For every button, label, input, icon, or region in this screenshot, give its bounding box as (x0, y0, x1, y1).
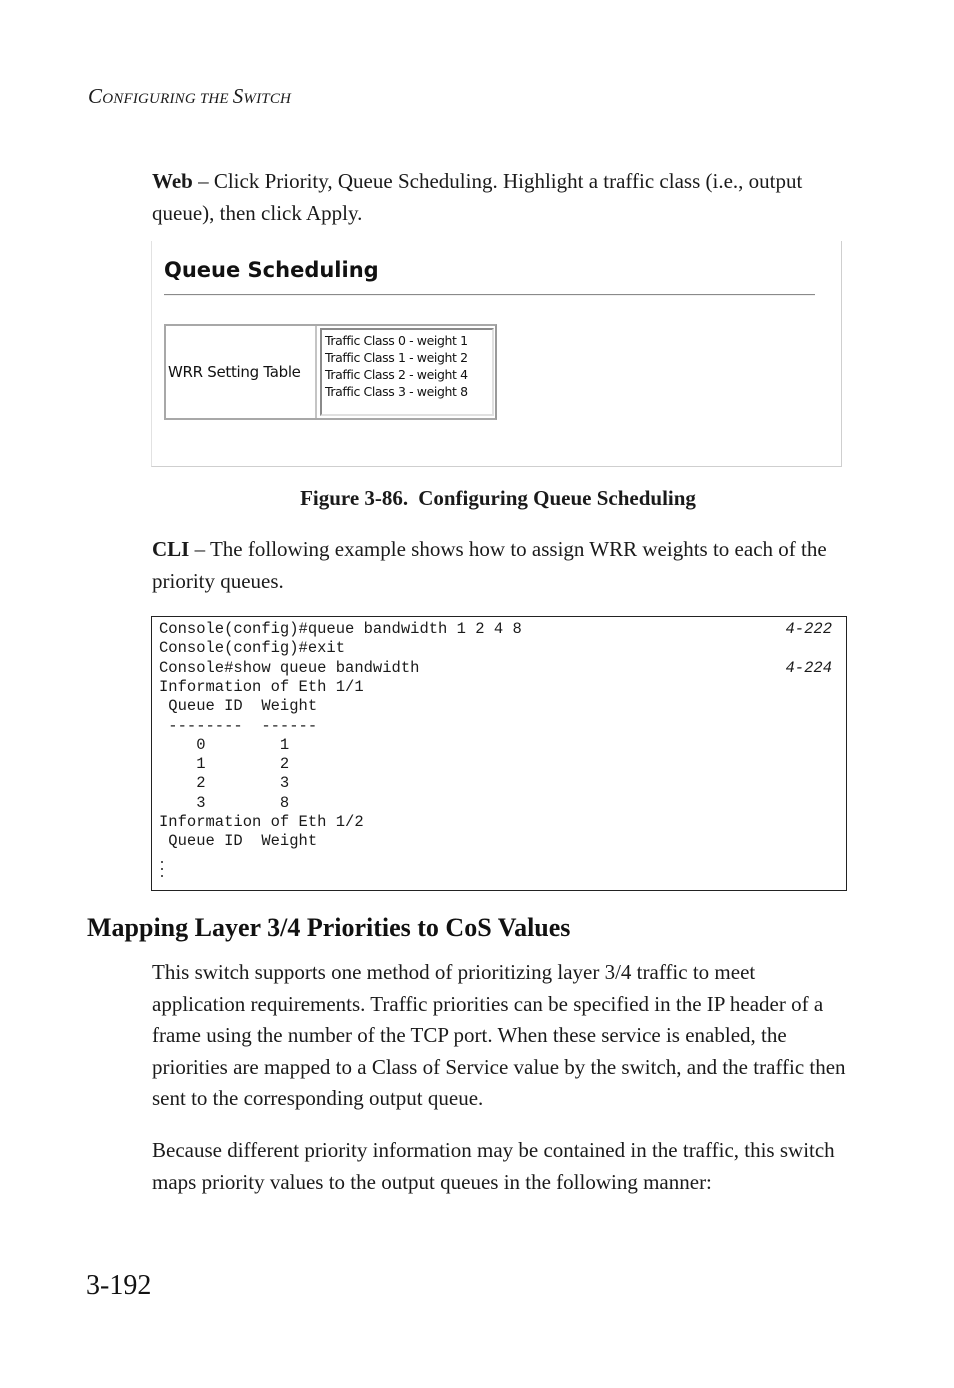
web-label: Web (152, 169, 193, 193)
running-header-cap1: C (88, 84, 103, 108)
cli-example-box (151, 616, 847, 891)
figure-title: Configuring Queue Scheduling (418, 486, 696, 510)
cli-line: Console(config)#exit (159, 639, 346, 657)
traffic-class-option[interactable]: Traffic Class 0 - weight 1 (325, 333, 468, 348)
running-header (88, 84, 291, 109)
cli-line: 3 8 (159, 794, 290, 812)
cli-line: Console#show queue bandwidth (159, 659, 420, 677)
running-header-rest2: WITCH (243, 91, 292, 107)
wrr-setting-table (164, 324, 497, 420)
traffic-class-option[interactable]: Traffic Class 2 - weight 4 (325, 367, 468, 382)
running-header-cap2: S (232, 84, 244, 108)
body-paragraph: This switch supports one method of prioritizing layer 3/4 traffic to meet application requirements. Traffic priorities can be specified in the IP header of a frame using the number of the TCP port. When these service is enabled, the priorities are mapped to a Class of Service value by the switch, and the traffic then sent to the corresponding output queue. (152, 960, 846, 1110)
cli-line: Queue ID Weight (159, 697, 318, 715)
web-instructions (152, 166, 852, 229)
cli-line: Information of Eth 1/2 (159, 813, 364, 831)
wrr-setting-label: WRR Setting Table (166, 326, 317, 418)
cli-page-reference: 4-222 (785, 620, 832, 638)
cli-page-reference: 4-224 (785, 659, 832, 677)
figure-caption (0, 486, 954, 511)
traffic-class-option[interactable]: Traffic Class 1 - weight 2 (325, 350, 468, 365)
web-instructions-text: – Click Priority, Queue Scheduling. Highlight a traffic class (i.e., output queue), then click Apply. (152, 169, 803, 225)
cli-line: 2 3 (159, 774, 290, 792)
page-number: 3-192 (86, 1270, 152, 1301)
title-divider (164, 294, 815, 296)
panel-title: Queue Scheduling (164, 258, 379, 282)
cli-instructions (152, 534, 852, 597)
cli-line: Queue ID Weight (159, 832, 318, 850)
cli-line: Information of Eth 1/1 (159, 678, 364, 696)
cli-line: 0 1 (159, 736, 290, 754)
running-header-rest1: ONFIGURING THE (102, 91, 233, 107)
section-heading: Mapping Layer 3/4 Priorities to CoS Values (87, 913, 571, 942)
traffic-class-option[interactable]: Traffic Class 3 - weight 8 (325, 384, 468, 399)
cli-line: -------- ------ (159, 717, 318, 735)
body-paragraph: Because different priority information may be contained in the traffic, this switch maps priority values to the output queues in the following manner: (152, 1138, 835, 1194)
cli-line: Console(config)#queue bandwidth 1 2 4 8 (159, 620, 522, 638)
cli-instructions-text: – The following example shows how to assign WRR weights to each of the priority queues. (152, 537, 827, 593)
cli-line: 1 2 (159, 755, 290, 773)
queue-scheduling-panel (151, 241, 842, 467)
traffic-class-listbox[interactable] (320, 328, 494, 416)
vertical-ellipsis-icon (159, 859, 165, 879)
figure-number: Figure 3-86. (300, 486, 409, 510)
cli-label: CLI (152, 537, 190, 561)
